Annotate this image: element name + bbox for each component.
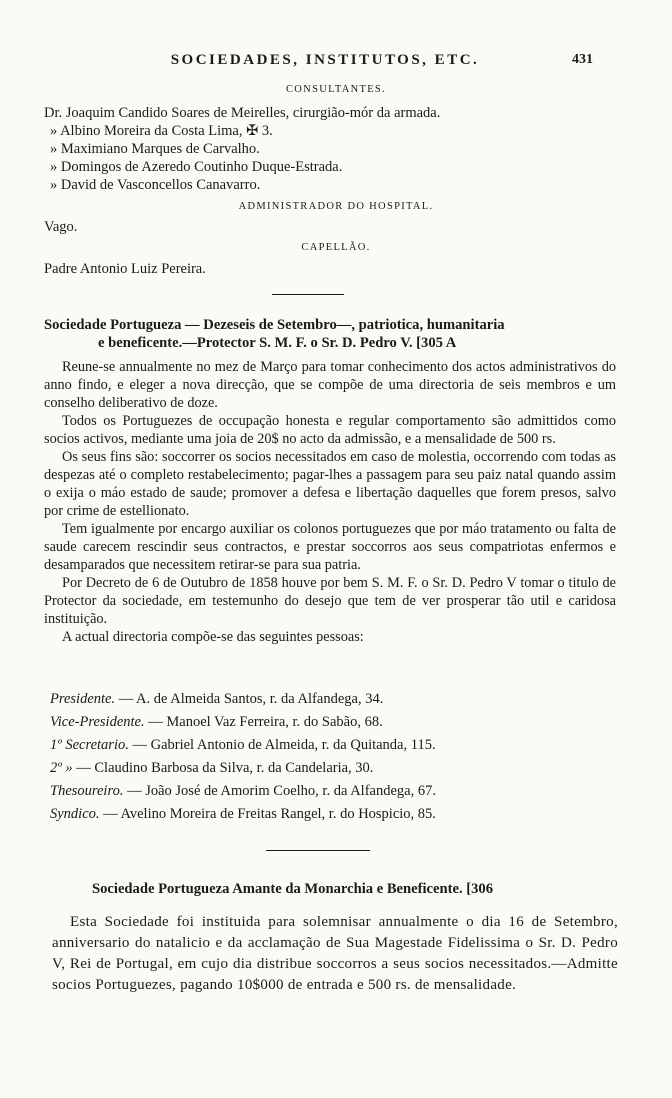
section1-heading-line2: e beneficente.—Protector S. M. F. o Sr. D. Pedro V. [305 A <box>98 335 457 351</box>
consultant-item: » Maximiano Marques de Carvalho. <box>50 141 260 157</box>
member-role: Presidente. <box>50 691 116 707</box>
paragraph: Os seus fins são: soccorrer os socios necessitados em caso de molestia, occorrendo com todas as despezas até o completo restabelecimento; pagar-lhes a passagem para seu paiz natal quando assim o exija o máo estado de saude; promover a defesa e libertação daquelles que forem presos, salvo por crime de estellionato. <box>44 449 616 519</box>
section2-body <box>52 912 618 996</box>
administrator-heading: ADMINISTRADOR DO HOSPITAL. <box>238 201 434 212</box>
section2-heading: Sociedade Portugueza Amante da Monarchia e Beneficente. [306 <box>92 881 493 897</box>
member-role: 2º » <box>50 760 73 776</box>
section1-body <box>44 358 616 646</box>
consultant-item: » Domingos de Azeredo Coutinho Duque-Estrada. <box>50 159 343 175</box>
section-divider <box>266 850 370 851</box>
member-role: Vice-Presidente. <box>50 714 145 730</box>
consultant-item: » Albino Moreira da Costa Lima, ✠ 3. <box>50 123 273 139</box>
paragraph: Por Decreto de 6 de Outubro de 1858 houve por bem S. M. F. o Sr. D. Pedro V tomar o titulo de Protector da sociedade, em testemunho do desejo que tem de ver prosperar tão util e caridosa instituição. <box>44 575 616 627</box>
member-role: Thesoureiro. <box>50 783 124 799</box>
running-head-title: SOCIEDADES, INSTITUTOS, ETC. <box>170 52 480 68</box>
member-row <box>50 805 436 824</box>
member-row <box>50 713 383 732</box>
member-text: — Manoel Vaz Ferreira, r. do Sabão, 68. <box>148 714 383 730</box>
member-role: 1º Secretario. <box>50 737 129 753</box>
member-row <box>50 759 373 778</box>
administrator-value: Vago. <box>44 219 78 235</box>
consultant-item: Dr. Joaquim Candido Soares de Meirelles, cirurgião-mór da armada. <box>44 105 441 121</box>
chaplain-value: Padre Antonio Luiz Pereira. <box>44 261 206 277</box>
paragraph: Tem igualmente por encargo auxiliar os colonos portuguezes que por máo tratamento ou falta de saude carecem rescindir seus contractos, e prestar soccorros aos seus compatriotas enfermos e desamparados que necessitem retirar-se para sua patria. <box>44 521 616 573</box>
member-row <box>50 690 383 709</box>
paragraph: A actual directoria compõe-se das seguintes pessoas: <box>62 629 364 645</box>
chaplain-heading: CAPELLÃO. <box>301 242 371 253</box>
member-row <box>50 736 436 755</box>
member-text: — João José de Amorim Coelho, r. da Alfandega, 67. <box>127 783 436 799</box>
member-row <box>50 782 436 801</box>
running-head <box>0 52 672 74</box>
paragraph: Todos os Portuguezes de occupação honesta e regular comportamento são admittidos como socios activos, mediante uma joia de 20$ no acto da admissão, e a mensalidade de 500 rs. <box>44 413 616 447</box>
section1-heading-line1: Sociedade Portugueza — Dezeseis de Setembro—, patriotica, humanitaria <box>44 317 505 333</box>
member-role: Syndico. <box>50 806 100 822</box>
paragraph: Reune-se annualmente no mez de Março para tomar conhecimento dos actos administrativos do anno findo, e eleger a nova direcção, que se compõe de uma directoria de seis membros e um conselho deliberativo de doze. <box>44 359 616 411</box>
member-text: — Avelino Moreira de Freitas Rangel, r. do Hospicio, 85. <box>103 806 436 822</box>
consultant-item: » David de Vasconcellos Canavarro. <box>50 177 261 193</box>
member-text: — A. de Almeida Santos, r. da Alfandega, 34. <box>118 691 384 707</box>
consultants-heading: CONSULTANTES. <box>286 84 386 95</box>
paragraph: Esta Sociedade foi instituida para solemnisar annualmente o dia 16 de Setembro, anniversario do natalicio e da acclamação de Sua Magestade Fidelissima o Sr. D. Pedro V, Rei de Portugal, em cujo dia distribue soccorros a seus socios necessitados.—Admitte socios Portuguezes, pagando 10$000 de entrada e 500 rs. de mensalidade. <box>52 914 618 993</box>
member-text: — Gabriel Antonio de Almeida, r. da Quitanda, 115. <box>132 737 436 753</box>
section-divider <box>272 294 344 295</box>
page-number: 431 <box>572 52 593 67</box>
member-text: — Claudino Barbosa da Silva, r. da Candelaria, 30. <box>76 760 374 776</box>
